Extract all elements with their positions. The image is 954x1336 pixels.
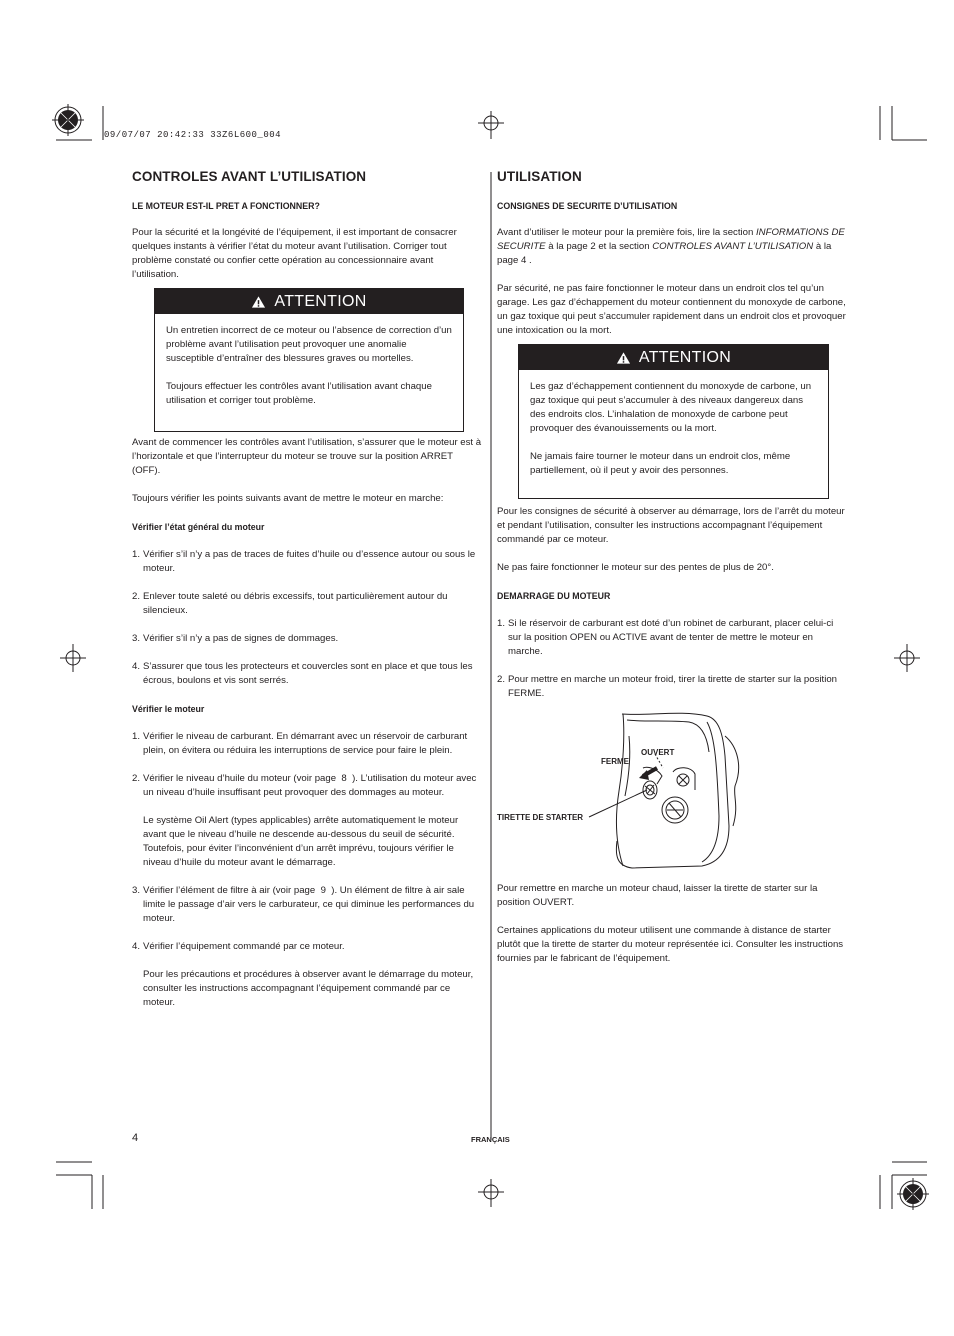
left-column-body — [132, 436, 482, 1010]
left-section-title: CONTROLES AVANT L’UTILISATION — [132, 169, 367, 184]
registration-mark-left — [56, 641, 90, 675]
right-warning-text-2: Ne jamais faire tourner le moteur dans un endroit clos, même partiellement, où il peut y avoir des personnes. — [530, 451, 791, 476]
registration-mark-bottom — [474, 1177, 508, 1211]
left-para-always: Toujours vérifier les points suivants avant de mettre le moteur en marche: — [132, 493, 444, 504]
left-section1-title: Vérifier l’état général du moteur — [132, 522, 265, 532]
right-para-3: Pour les consignes de sécurité à observer au démarrage, lors de l’arrêt du moteur et pendant l’utilisation, consulter les instructions accompagnant l’équipement commandé par ce moteur. — [497, 506, 845, 545]
list-item: 2. Vérifier le niveau d’huile du moteur (voir page 8 ). L’utilisation du moteur avec un niveau d’huile insuffisant peut provoquer des dommages au moteur. — [132, 773, 477, 798]
warning-triangle-icon — [251, 295, 266, 309]
choke-illustration — [497, 706, 757, 872]
right-para-5: Pour remettre en marche un moteur chaud, laisser la tirette de starter sur la position OUVERT. — [497, 883, 818, 908]
color-target-top-left — [52, 104, 84, 136]
right-section-title-2: DEMARRAGE DU MOTEUR — [497, 591, 611, 601]
left-subtitle: LE MOTEUR EST-IL PRET A FONCTIONNER? — [132, 201, 320, 211]
list-item: 1. Vérifier le niveau de carburant. En démarrant avec un réservoir de carburant plein, on évitera ou réduira les interruptions de service pour faire le plein. — [132, 731, 468, 756]
page-ref: 9 — [320, 885, 326, 896]
registration-mark-top — [474, 111, 508, 145]
warning-header — [519, 345, 828, 370]
right-subtitle: CONSIGNES DE SECURITE D’UTILISATION — [497, 201, 678, 211]
warning-heading: ATTENTION — [274, 292, 367, 310]
list-item: 4. Vérifier l’équipement commandé par ce moteur. — [132, 941, 345, 952]
label-ouvert: OUVERT — [641, 748, 675, 757]
right-para-2: Par sécurité, ne pas faire fonctionner le moteur dans un endroit clos tel qu’un garage. Les gaz d’échappement du moteur contiennent du monoxyde de carbone, un gaz toxique qui peut s’accumuler rapidement dans un endroit clos et provoquer une intoxication ou la mort. — [497, 283, 846, 336]
right-column-body — [497, 505, 847, 701]
left-section2-title: Vérifier le moteur — [132, 704, 205, 714]
right-warning-text-1: Les gaz d’échappement contiennent du monoxyde de carbone, un gaz toxique qui peut s’accumuler à des niveaux dangereux dans des endroits clos. L’inhalation de monoxyde de carbone peut provoquer des évanouissements ou la mort. — [530, 381, 812, 434]
right-column-end — [497, 882, 847, 966]
left-warning-text-2: Toujours effectuer les contrôles avant l’utilisation avant chaque utilisation et corriger tout problème. — [166, 381, 432, 406]
left-intro: Pour la sécurité et la longévité de l’équipement, il est important de consacrer quelques instants à vérifier l’état du moteur avant l’utilisation. Corriger tout problème constaté ou confier cette opération au concessionnaire avant l’utilisation. — [132, 227, 457, 280]
list-item: 2. Pour mettre en marche un moteur froid, tirer la tirette de starter sur la position FERME. — [497, 674, 837, 699]
warning-header — [155, 289, 463, 314]
list-item: 1. Si le réservoir de carburant est doté d’un robinet de carburant, placer celui-ci sur la position OPEN ou ACTIVE avant de tenter de mettre le moteur en marche. — [497, 618, 834, 657]
color-target-bottom-right — [897, 1178, 929, 1210]
left-warning-box — [154, 288, 464, 432]
warning-heading: ATTENTION — [638, 348, 732, 366]
right-para-1: Avant d’utiliser le moteur pour la première fois, lire la section INFORMATIONS DE SECURITE à la page 2 et la section CONTROLES AVANT L’UTILISATION à la page 4 . — [497, 227, 845, 266]
list-item: 3. Vérifier l’élément de filtre à air (voir page 9 ). Un élément de filtre à air sale limite le passage d’air vers le carburateur, ce qui diminue les performances du moteur. — [132, 885, 475, 924]
page-ref: 8 — [341, 773, 347, 784]
list-item: 2. Enlever toute saleté ou débris excessifs, tout particulièrement autour du silencieux. — [132, 591, 448, 616]
list-item: 4. S’assurer que tous les protecteurs et couvercles sont en place et que tous les écrous, boulons et vis sont serrés. — [132, 661, 473, 686]
footer-language: FRANÇAIS — [471, 1135, 510, 1144]
left-column — [132, 169, 482, 282]
right-column — [497, 169, 847, 338]
label-ferme: FERME — [601, 757, 629, 766]
right-section-title: UTILISATION — [497, 169, 582, 184]
list-item: 3. Vérifier s’il n’y a pas de signes de dommages. — [132, 633, 339, 644]
right-para-4: Ne pas faire fonctionner le moteur sur des pentes de plus de 20°. — [497, 562, 774, 573]
left-para-before: Avant de commencer les contrôles avant l’utilisation, s’assurer que le moteur est à l’horizontale et que l’interrupteur du moteur se trouve sur la position ARRET (OFF). — [132, 437, 482, 476]
page-number: 4 — [132, 1132, 139, 1144]
list-item: 1. Vérifier s’il n’y a pas de traces de fuites d’huile ou d’essence autour ou sous le moteur. — [132, 549, 476, 574]
left-warning-text-1: Un entretien incorrect de ce moteur ou l’absence de correction d’un problème avant l’utilisation peut provoquer une anomalie susceptible d’entraîner des blessures graves ou mortelles. — [166, 325, 452, 364]
print-stamp: 09/07/07 20:42:33 33Z6L600_004 — [104, 130, 282, 140]
right-para-6: Certaines applications du moteur utilisent une commande à distance de starter plutôt que la tirette de starter du moteur représentée ici. Consulter les instructions fournies par le fabricant de l’équipement. — [497, 925, 844, 964]
list-item-extra: Pour les précautions et procédures à observer avant le démarrage du moteur, consulter les instructions accompagnant l’équipement commandé par ce moteur. — [143, 969, 474, 1008]
right-warning-box — [518, 344, 829, 499]
warning-triangle-icon — [616, 351, 631, 365]
choke-figure — [497, 706, 757, 872]
label-tirette: TIRETTE DE STARTER — [497, 813, 584, 822]
registration-mark-right — [890, 641, 924, 675]
list-item-extra: Le système Oil Alert (types applicables) arrête automatiquement le moteur avant que le niveau d’huile ne descende au-dessous du seuil de sécurité. Toutefois, pour éviter l’inconvénient d’un arrêt imprévu, toujours vérifier le niveau d’huile du moteur avant le démarrage. — [143, 815, 459, 868]
